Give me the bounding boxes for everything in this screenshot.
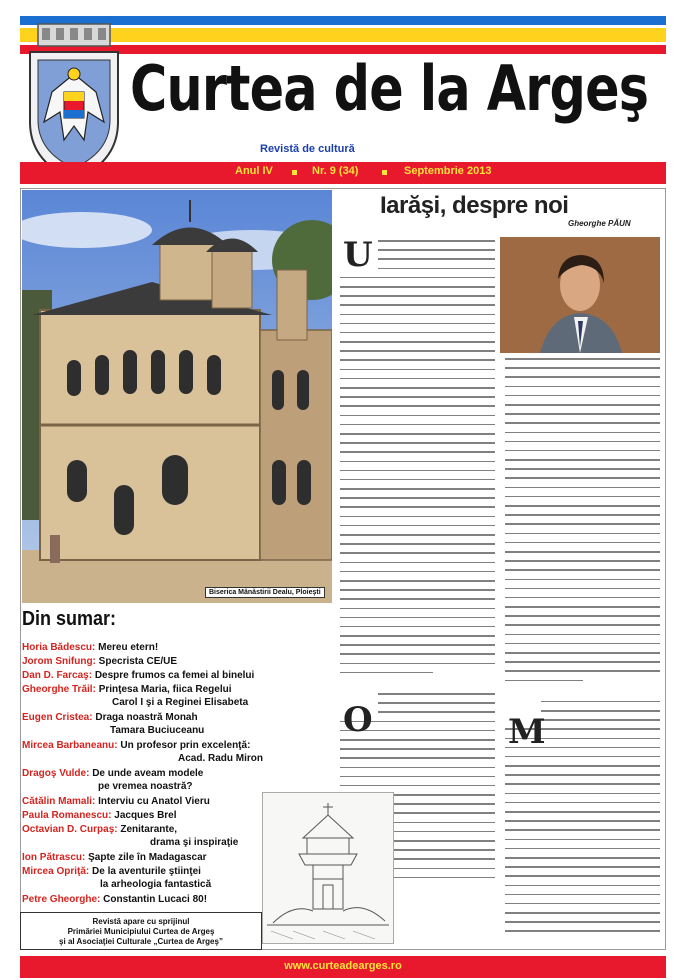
bell-tower-drawing <box>262 792 394 944</box>
summary-item: Mircea Barbaneanu: Un profesor prin excelenţă: <box>22 740 251 751</box>
summary-item-cont: Carol I şi a Reginei Elisabeta <box>112 697 249 708</box>
dropcap: M <box>508 712 546 752</box>
summary-item-cont: la arheologia fantastică <box>100 879 212 890</box>
magazine-title: Curtea de la Argeş <box>130 52 649 125</box>
bullet-icon <box>292 170 297 175</box>
summary-item: Paula Romanescu: Jacques Brel <box>22 810 177 821</box>
sponsor-line: şi al Asociaţiei Culturale „Curtea de Argeş” <box>59 937 223 946</box>
article-author: Gheorghe PĂUN <box>568 219 631 228</box>
summary-heading: Din sumar: <box>22 608 117 630</box>
dropcap: O <box>343 700 373 740</box>
website-link[interactable]: www.curteadearges.ro <box>284 960 402 972</box>
article-column-right <box>505 358 660 943</box>
summary-item: Petre Gheorghe: Constantin Lucaci 80! <box>22 894 208 905</box>
issue-info-bar <box>20 162 666 184</box>
coat-of-arms-icon <box>24 22 124 182</box>
summary-item-cont: pe vremea noastră? <box>98 781 193 792</box>
sponsor-line: Revistă apare cu sprijinul <box>92 917 190 926</box>
summary-item: Gheorghe Trăil: Prinţesa Maria, fiica Regelui <box>22 684 232 695</box>
church-photo <box>22 190 332 603</box>
summary-item: Octavian D. Curpaş: Zenitarante, <box>22 824 178 835</box>
author-portrait <box>500 237 660 353</box>
magazine-subtitle: Revistă de cultură <box>260 143 355 155</box>
dropcap: U <box>343 235 373 275</box>
summary-item: Jorom Snifung: Specrista CE/UE <box>22 656 178 667</box>
summary-item: Cătălin Mamali: Interviu cu Anatol Vieru <box>22 796 210 807</box>
summary-item: Mircea Opriţă: De la aventurile ştiinţei <box>22 866 201 877</box>
footer-bar <box>20 956 666 978</box>
summary-item-cont: Tamara Buciuceanu <box>110 725 205 736</box>
sponsor-box <box>20 912 262 950</box>
photo-caption: Biserica Mănăstirii Dealu, Ploieşti <box>205 587 325 598</box>
bullet-icon <box>382 170 387 175</box>
sponsor-line: Primăriei Municipiului Curtea de Argeş <box>67 927 215 936</box>
issue-number: Nr. 9 (34) <box>312 165 359 177</box>
issue-date: Septembrie 2013 <box>404 165 492 177</box>
summary-item-cont: Acad. Radu Miron <box>178 753 264 764</box>
summary-item: Ion Pătrascu: Şapte zile în Madagascar <box>22 852 207 863</box>
summary-item-cont: drama şi inspiraţie <box>150 837 239 848</box>
summary-item: Dragoş Vulde: De unde aveam modele <box>22 768 204 779</box>
summary-item: Eugen Cristea: Draga noastră Monah <box>22 712 198 723</box>
article-title: Iarăşi, despre noi <box>380 192 569 219</box>
summary-item: Dan D. Farcaş: Despre frumos ca femei al binelui <box>22 670 255 681</box>
summary-item: Horia Bădescu: Mereu etern! <box>22 642 159 653</box>
issue-year: Anul IV <box>235 165 273 177</box>
